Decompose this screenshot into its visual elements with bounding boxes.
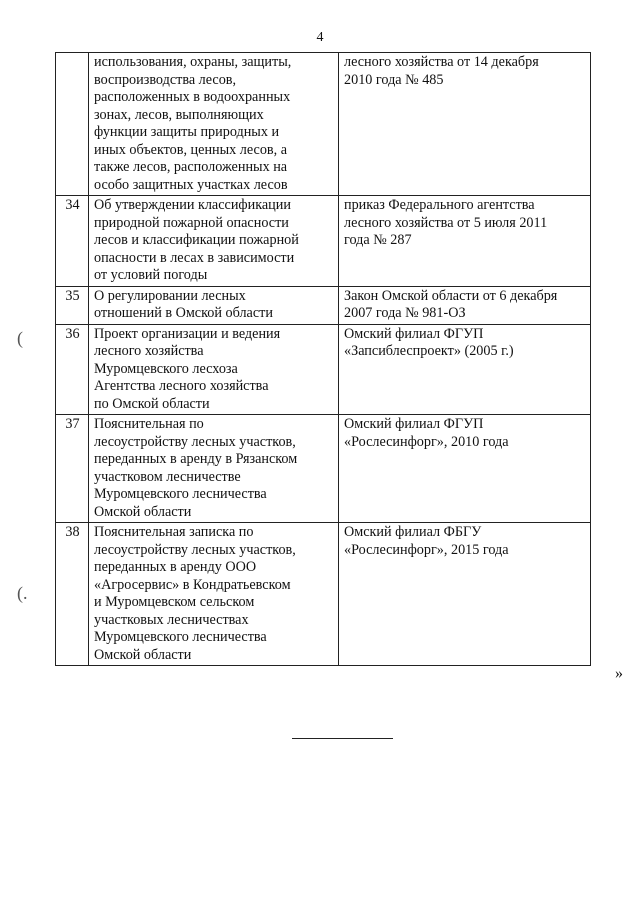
row-number: 34 [56, 196, 89, 287]
document-title-cell [89, 286, 339, 324]
row-number: 35 [56, 286, 89, 324]
title-line: участковых лесничествах [94, 611, 249, 628]
title-line: расположенных в водоохранных [94, 89, 291, 105]
table-row [56, 415, 591, 523]
title-line: воспроизводства лесов, [94, 71, 237, 88]
title-line: Агентства лесного хозяйства [94, 378, 269, 394]
title-line: «Агросервис» в Кондратьевском [94, 576, 291, 593]
margin-mark: ( [17, 328, 23, 348]
document-registry-table [55, 52, 591, 666]
source-line: Омский филиал ФГУП [344, 325, 484, 342]
document-source-cell [339, 286, 591, 324]
title-line: опасности в лесах в зависимости [94, 249, 295, 266]
title-line: по Омской области [94, 395, 210, 412]
document-source-cell [339, 523, 591, 666]
document-title-cell [89, 523, 339, 666]
title-line: Пояснительная записка по [94, 524, 254, 540]
table-row [56, 523, 591, 666]
title-line: и Муромцевском сельском [94, 594, 255, 610]
row-number [56, 53, 89, 196]
table-row [56, 286, 591, 324]
row-number: 37 [56, 415, 89, 523]
end-rule [292, 738, 393, 739]
title-line: особо защитных участках лесов [94, 176, 288, 193]
table-row [56, 53, 591, 196]
document-title-cell [89, 53, 339, 196]
title-line: функции защиты природных и [94, 124, 280, 140]
document-source-cell [339, 196, 591, 287]
row-number: 36 [56, 324, 89, 415]
title-line: природной пожарной опасности [94, 214, 289, 231]
title-line: лесоустройству лесных участков, [94, 433, 296, 450]
table-row [56, 196, 591, 287]
source-line: «Запсиблеспроект» (2005 г.) [344, 343, 514, 359]
title-line: зонах, лесов, выполняющих [94, 106, 264, 123]
document-source-cell [339, 53, 591, 196]
title-line: Омской области [94, 503, 192, 520]
title-line: от условий погоды [94, 267, 208, 283]
page-number: 4 [316, 30, 324, 45]
title-line: Проект организации и ведения [94, 325, 281, 342]
source-line: «Рослесинфорг», 2010 года [344, 433, 509, 450]
document-title-cell [89, 196, 339, 287]
title-line: Муромцевского лесничества [94, 486, 267, 502]
title-line: Омской области [94, 646, 192, 663]
title-line: участковом лесничестве [94, 468, 241, 485]
title-line: Муромцевского лесхоза [94, 360, 238, 377]
title-line: отношений в Омской области [94, 305, 273, 321]
title-line: Об утверждении классификации [94, 197, 291, 213]
title-line: переданных в аренду ООО [94, 559, 257, 575]
source-line: «Рослесинфорг», 2015 года [344, 541, 509, 558]
title-line: Пояснительная по [94, 416, 204, 432]
source-line: 2007 года № 981-ОЗ [344, 305, 466, 321]
source-line: года № 287 [344, 232, 412, 248]
source-line: Омский филиал ФБГУ [344, 524, 482, 540]
title-line: лесов и классификации пожарной [94, 232, 299, 248]
margin-mark: (. [17, 583, 28, 603]
title-line: О регулировании лесных [94, 287, 246, 304]
title-line: использования, охраны, защиты, [94, 54, 292, 70]
title-line: также лесов, расположенных на [94, 159, 288, 175]
source-line: 2010 года № 485 [344, 71, 444, 88]
title-line: иных объектов, ценных лесов, а [94, 141, 288, 158]
document-source-cell [339, 415, 591, 523]
table-row [56, 324, 591, 415]
title-line: переданных в аренду в Рязанском [94, 451, 298, 467]
row-number: 38 [56, 523, 89, 666]
source-line: лесного хозяйства от 5 июля 2011 [344, 214, 548, 231]
source-line: Закон Омской области от 6 декабря [344, 287, 558, 304]
title-line: лесного хозяйства [94, 343, 204, 359]
title-line: Муромцевского лесничества [94, 629, 267, 645]
source-line: лесного хозяйства от 14 декабря [344, 54, 539, 70]
document-title-cell [89, 415, 339, 523]
closing-quote: » [615, 665, 623, 682]
document-source-cell [339, 324, 591, 415]
source-line: приказ Федерального агентства [344, 197, 535, 213]
document-title-cell [89, 324, 339, 415]
source-line: Омский филиал ФГУП [344, 416, 484, 432]
title-line: лесоустройству лесных участков, [94, 541, 296, 558]
